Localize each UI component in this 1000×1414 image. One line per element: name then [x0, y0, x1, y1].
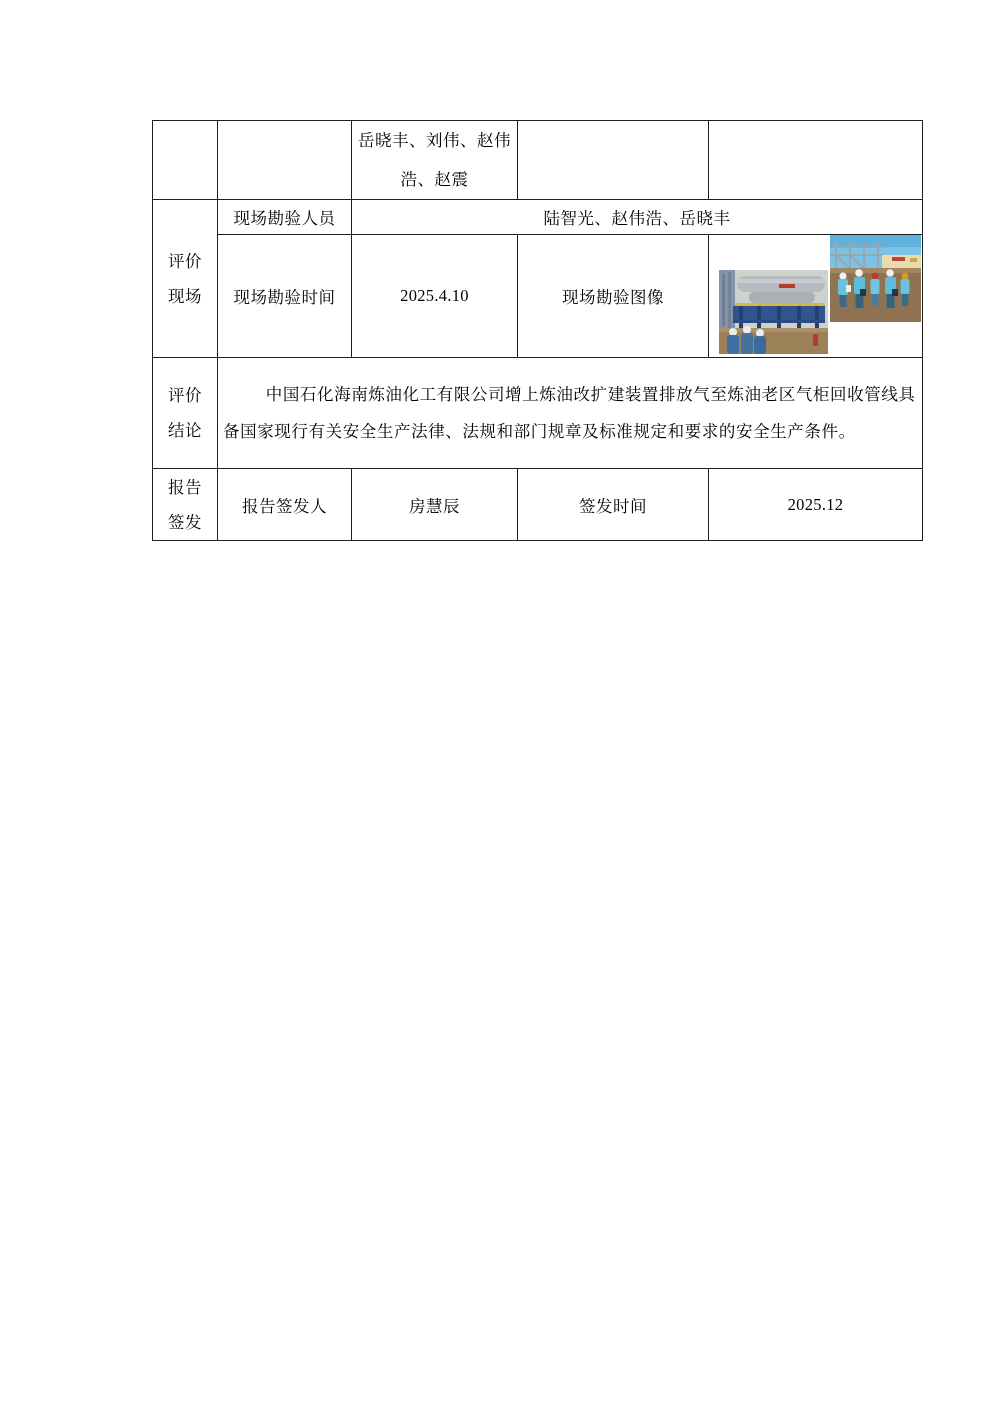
table-row [153, 469, 923, 541]
workers-group [727, 326, 766, 354]
survey-time-label: 现场勘验时间 [233, 288, 336, 307]
table-row [153, 121, 923, 200]
cell-issue-time-value [709, 469, 923, 541]
horizontal-vessel-2 [749, 292, 815, 303]
yellow-railing [735, 303, 825, 306]
evaluation-report-table [152, 120, 923, 541]
sky [830, 235, 921, 247]
cell-empty [218, 121, 352, 200]
cell-issuer-name [352, 469, 518, 541]
table-row [153, 235, 923, 358]
cell-survey-time-label [218, 235, 352, 358]
survey-images-label: 现场勘验图像 [562, 288, 664, 307]
table-row [153, 200, 923, 235]
cell-empty [153, 121, 218, 200]
continued-names-text: 岳晓丰、刘伟、赵伟浩、赵震 [358, 131, 511, 189]
cell-empty [709, 121, 923, 200]
site-photo-equipment [719, 270, 828, 354]
cell-continued-names [352, 121, 518, 200]
issuer-label: 报告签发人 [242, 496, 327, 516]
cell-conclusion-text [218, 358, 923, 469]
issue-time-value: 2025.12 [787, 494, 844, 514]
cell-survey-photos [709, 235, 923, 358]
distant-person [813, 334, 818, 346]
conclusion-text: 中国石化海南炼油化工有限公司增上炼油改扩建装置排放气至炼油老区气柜回收管线具备国家现行有关安全生产法律、法规和部门规章及标准规定和要求的安全生产条件。 [223, 385, 916, 441]
cell-issue-time-label [518, 469, 709, 541]
cell-section-issue [153, 469, 218, 541]
section-issue-label: 报告签发 [168, 477, 202, 532]
table-row [153, 358, 923, 469]
cell-survey-images-label [518, 235, 709, 358]
cell-section-conclusion [153, 358, 218, 469]
cell-issuer-label [218, 469, 352, 541]
background-tower [719, 270, 735, 330]
cell-empty [518, 121, 709, 200]
cell-survey-time-value [352, 235, 518, 358]
cell-personnel-value [352, 200, 923, 235]
issue-time-label: 签发时间 [579, 496, 647, 516]
cell-section-site [153, 200, 218, 358]
section-site-label: 评价现场 [168, 251, 202, 306]
site-photo-team [830, 235, 921, 322]
section-conclusion-label: 评价结论 [168, 386, 202, 440]
issuer-name: 房慧辰 [409, 496, 460, 516]
survey-time-value: 2025.4.10 [400, 286, 469, 305]
personnel-label: 现场勘验人员 [233, 209, 336, 228]
cell-personnel-label [218, 200, 352, 235]
personnel-value: 陆智光、赵伟浩、岳晓丰 [543, 209, 731, 228]
